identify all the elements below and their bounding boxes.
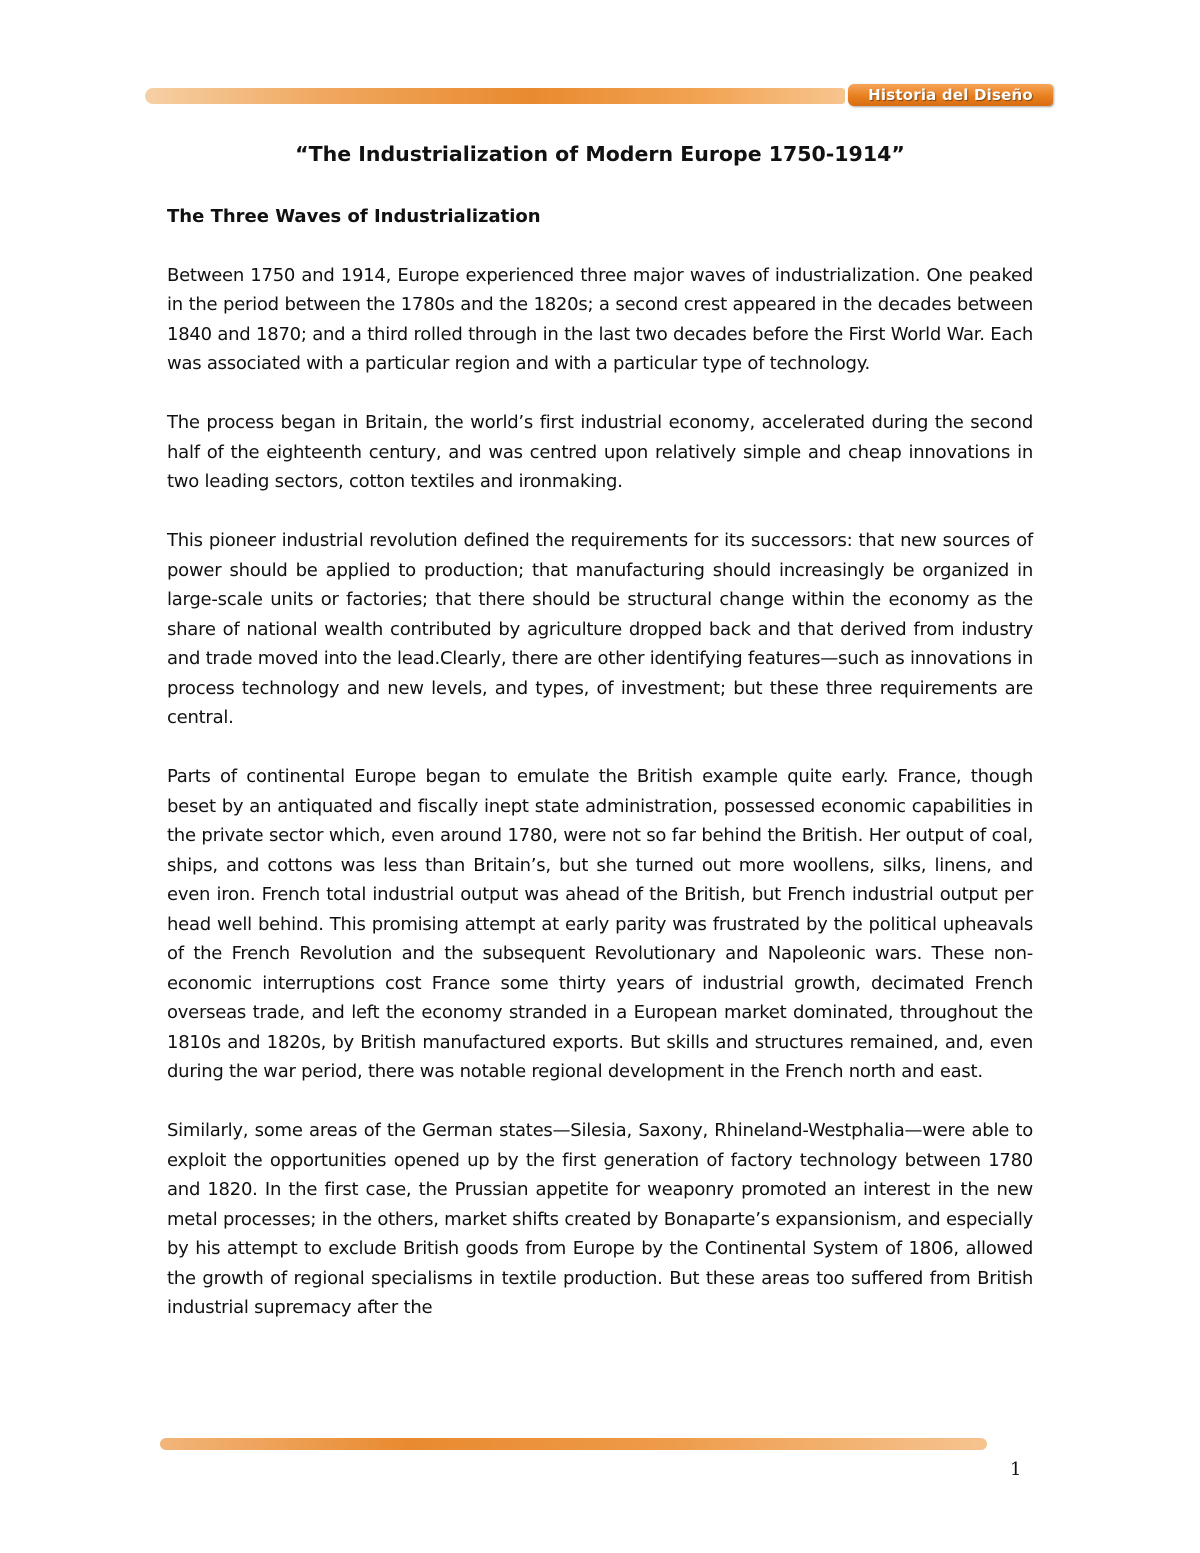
paragraph-5: Similarly, some areas of the German states—Silesia, Saxony, Rhineland-Westphalia—were able to exploit the opportunities opened up by the first generation of factory technology between 1780 and 1820. In the first case, the Prussian appetite for weaponry promoted an interest in the new metal processes; in the others, market shifts created by Bonaparte’s expansionism, and especially by his attempt to exclude British goods from Europe by the Continental System of 1806, allowed the growth of regional specialisms in textile production. But these areas too suffered from British industrial supremacy after the (167, 1120, 1033, 1318)
header-badge (848, 84, 1053, 106)
paragraph-1: Between 1750 and 1914, Europe experienced three major waves of industrialization. One peaked in the period between the 1780s and the 1820s; a second crest appeared in the decades between 1840 and 1870; and a third rolled through in the last two decades before the First World War. Each was associated with a particular region and with a particular type of technology. (167, 264, 1033, 374)
header-badge-label: Historia del Diseño (868, 86, 1033, 104)
document-body (167, 202, 1033, 1323)
paragraph-3: This pioneer industrial revolution defined the requirements for its successors: that new sources of power should be applied to production; that manufacturing should increasingly be organized in large-scale units or factories; that there should be structural change within the economy as the share of national wealth contributed by agriculture dropped back and that derived from industry and trade moved into the lead.Clearly, there are other identifying features—such as innovations in process technology and new levels, and types, of investment; but these three requirements are central. (167, 530, 1033, 728)
header-decorative-band (145, 88, 845, 104)
section-heading: The Three Waves of Industrialization (167, 206, 541, 227)
footer-decorative-band (160, 1438, 987, 1450)
paragraph-2: The process began in Britain, the world’s first industrial economy, accelerated during the second half of the eighteenth century, and was centred upon relatively simple and cheap innovations in two leading sectors, cotton textiles and ironmaking. (167, 412, 1033, 492)
page-number: 1 (1010, 1459, 1022, 1480)
paragraph-4: Parts of continental Europe began to emulate the British example quite early. France, though beset by an antiquated and fiscally inept state administration, possessed economic capabilities in the private sector which, even around 1780, were not so far behind the British. Her output of coal, ships, and cottons was less than Britain’s, but she turned out more woollens, silks, linens, and even iron. French total industrial output was ahead of the British, but French industrial output per head well behind. This promising attempt at early parity was frustrated by the political upheavals of the French Revolution and the subsequent Revolutionary and Napoleonic wars. These non-economic interruptions cost France some thirty years of industrial growth, decimated French overseas trade, and left the economy stranded in a European market dominated, throughout the 1810s and 1820s, by British manufactured exports. But skills and structures remained, and, even during the war period, there was notable regional development in the French north and east. (167, 766, 1033, 1082)
document-title: “The Industrialization of Modern Europe 1750-1914” (295, 142, 905, 166)
